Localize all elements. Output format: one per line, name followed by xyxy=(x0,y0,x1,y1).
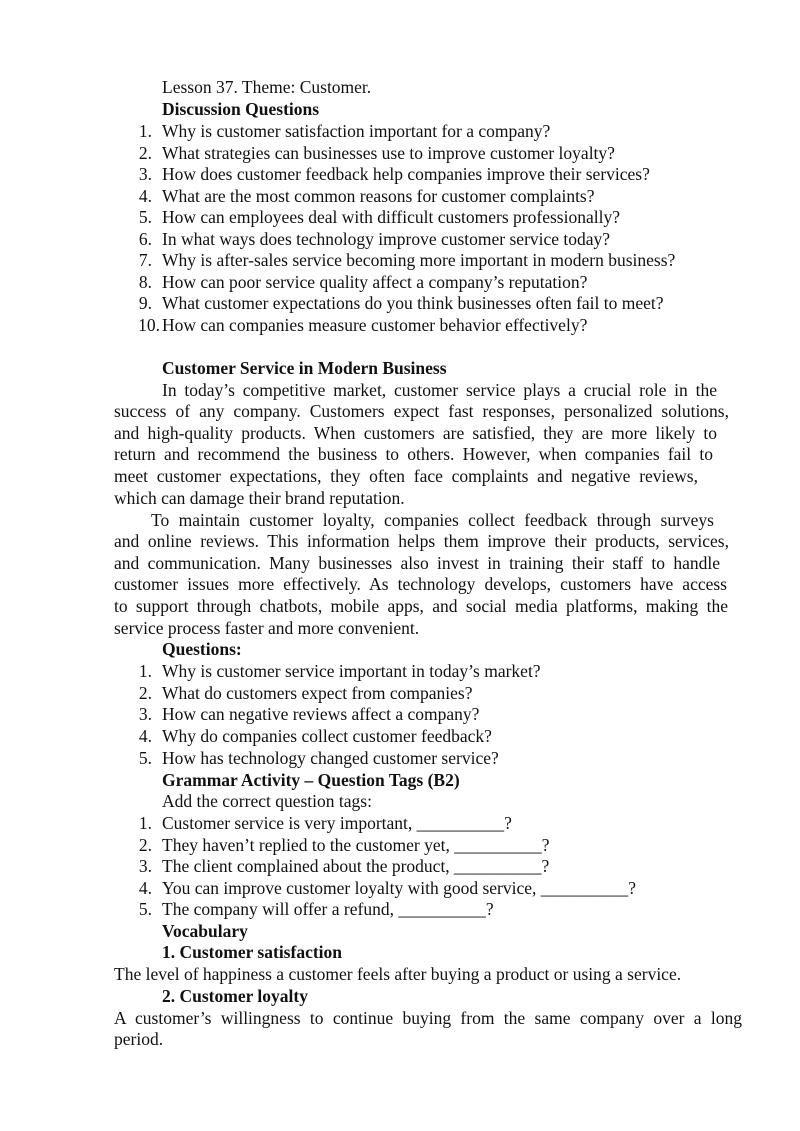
list-number: 4. xyxy=(138,878,152,898)
list-number: 5. xyxy=(138,899,152,919)
list-text: How has technology changed customer service? xyxy=(162,748,499,768)
paragraph-line xyxy=(0,465,800,487)
list-number: 10. xyxy=(138,315,160,335)
lesson-line-row xyxy=(0,76,800,98)
list-text: In what ways does technology improve customer service today? xyxy=(162,229,611,249)
list-text: What strategies can businesses use to improve customer loyalty? xyxy=(162,143,615,163)
list-text: How can companies measure customer behavior effectively? xyxy=(162,315,588,335)
list-text: How can employees deal with difficult customers professionally? xyxy=(162,207,620,227)
paragraph-text: and communication. Many businesses also invest in training their staff to handle xyxy=(114,553,720,573)
list-item xyxy=(0,855,800,877)
grammar-instruction-row xyxy=(0,790,800,812)
list-item xyxy=(0,703,800,725)
list-number: 2. xyxy=(138,143,152,163)
article-title: Customer Service in Modern Business xyxy=(162,358,447,378)
list-text: Why is after-sales service becoming more important in modern business? xyxy=(162,250,676,270)
list-item xyxy=(0,898,800,920)
vocabulary-term-row xyxy=(0,941,800,963)
list-item xyxy=(0,163,800,185)
vocabulary-definition: period. xyxy=(114,1029,164,1049)
list-number: 3. xyxy=(138,704,152,724)
paragraph-text: to support through chatbots, mobile apps, and social media platforms, making the xyxy=(114,596,728,616)
list-item xyxy=(0,206,800,228)
vocabulary-term: 2. Customer loyalty xyxy=(162,986,308,1006)
list-item xyxy=(0,877,800,899)
list-number: 5. xyxy=(138,748,152,768)
list-item xyxy=(0,185,800,207)
list-number: 3. xyxy=(138,856,152,876)
grammar-instruction: Add the correct question tags: xyxy=(162,791,372,811)
list-number: 7. xyxy=(138,250,152,270)
paragraph-text: return and recommend the business to others. However, when companies fail to xyxy=(114,444,713,464)
paragraph-text: meet customer expectations, they often face complaints and negative reviews, xyxy=(114,466,698,486)
list-text: They haven’t replied to the customer yet, __________? xyxy=(162,835,550,855)
list-item xyxy=(0,812,800,834)
grammar-heading: Grammar Activity – Question Tags (B2) xyxy=(162,770,460,790)
list-text: Why do companies collect customer feedback? xyxy=(162,726,492,746)
questions-heading: Questions: xyxy=(162,639,242,659)
discussion-heading-row xyxy=(0,98,800,120)
list-item xyxy=(0,249,800,271)
list-text: What do customers expect from companies? xyxy=(162,683,473,703)
list-number: 2. xyxy=(138,835,152,855)
list-number: 3. xyxy=(138,164,152,184)
article-title-row xyxy=(0,357,800,379)
vocabulary-definition: A customer’s willingness to continue buying from the same company over a long xyxy=(114,1008,742,1028)
list-item xyxy=(0,660,800,682)
vocabulary-definition-row xyxy=(0,1007,800,1029)
list-number: 2. xyxy=(138,683,152,703)
list-item xyxy=(0,292,800,314)
list-number: 8. xyxy=(138,272,152,292)
list-item xyxy=(0,747,800,769)
list-item xyxy=(0,228,800,250)
questions-heading-row xyxy=(0,638,800,660)
vocabulary-heading-row xyxy=(0,920,800,942)
list-item xyxy=(0,314,800,336)
discussion-heading: Discussion Questions xyxy=(162,99,320,119)
list-number: 1. xyxy=(138,661,152,681)
grammar-heading-row xyxy=(0,769,800,791)
list-text: How does customer feedback help companies improve their services? xyxy=(162,164,650,184)
list-text: You can improve customer loyalty with good service, __________? xyxy=(162,878,637,898)
vocabulary-definition-row xyxy=(0,963,800,985)
list-text: Why is customer service important in today’s market? xyxy=(162,661,541,681)
list-text: How can negative reviews affect a company? xyxy=(162,704,480,724)
paragraph-line xyxy=(0,422,800,444)
vocabulary-definition: The level of happiness a customer feels after buying a product or using a service. xyxy=(114,964,682,984)
list-text: The company will offer a refund, __________? xyxy=(162,899,494,919)
vocabulary-heading: Vocabulary xyxy=(162,921,248,941)
paragraph-line xyxy=(0,573,800,595)
vocabulary-definition-row xyxy=(0,1028,800,1050)
list-text: What customer expectations do you think businesses often fail to meet? xyxy=(162,293,664,313)
list-text: What are the most common reasons for customer complaints? xyxy=(162,186,595,206)
paragraph-text: and online reviews. This information helps them improve their products, services, xyxy=(114,531,729,551)
list-text: Customer service is very important, __________? xyxy=(162,813,512,833)
vocabulary-term-row xyxy=(0,985,800,1007)
paragraph-text: To maintain customer loyalty, companies collect feedback through surveys xyxy=(151,510,714,530)
vocabulary-term: 1. Customer satisfaction xyxy=(162,942,343,962)
paragraph-line xyxy=(0,487,800,509)
lesson-line: Lesson 37. Theme: Customer. xyxy=(162,77,372,97)
list-item xyxy=(0,120,800,142)
list-number: 1. xyxy=(138,121,152,141)
list-item xyxy=(0,834,800,856)
paragraph-text: success of any company. Customers expect fast responses, personalized solutions, xyxy=(114,401,729,421)
list-text: The client complained about the product, __________? xyxy=(162,856,550,876)
paragraph-text: which can damage their brand reputation. xyxy=(114,488,405,508)
list-number: 9. xyxy=(138,293,152,313)
list-number: 1. xyxy=(138,813,152,833)
list-item xyxy=(0,725,800,747)
paragraph-line xyxy=(0,509,800,531)
paragraph-text: customer issues more effectively. As technology develops, customers have access xyxy=(114,574,727,594)
list-text: Why is customer satisfaction important for a company? xyxy=(162,121,551,141)
paragraph-text: service process faster and more convenient. xyxy=(114,618,420,638)
paragraph-line xyxy=(0,400,800,422)
list-item xyxy=(0,682,800,704)
list-number: 6. xyxy=(138,229,152,249)
paragraph-text: and high-quality products. When customers are satisfied, they are more likely to xyxy=(114,423,717,443)
list-number: 4. xyxy=(138,726,152,746)
paragraph-line xyxy=(0,595,800,617)
paragraph-line xyxy=(0,617,800,639)
list-number: 5. xyxy=(138,207,152,227)
list-text: How can poor service quality affect a company’s reputation? xyxy=(162,272,588,292)
paragraph-line xyxy=(0,379,800,401)
list-item xyxy=(0,271,800,293)
list-number: 4. xyxy=(138,186,152,206)
list-item xyxy=(0,142,800,164)
paragraph-line xyxy=(0,530,800,552)
paragraph-text: In today’s competitive market, customer service plays a crucial role in the xyxy=(162,380,717,400)
paragraph-line xyxy=(0,552,800,574)
paragraph-line xyxy=(0,443,800,465)
